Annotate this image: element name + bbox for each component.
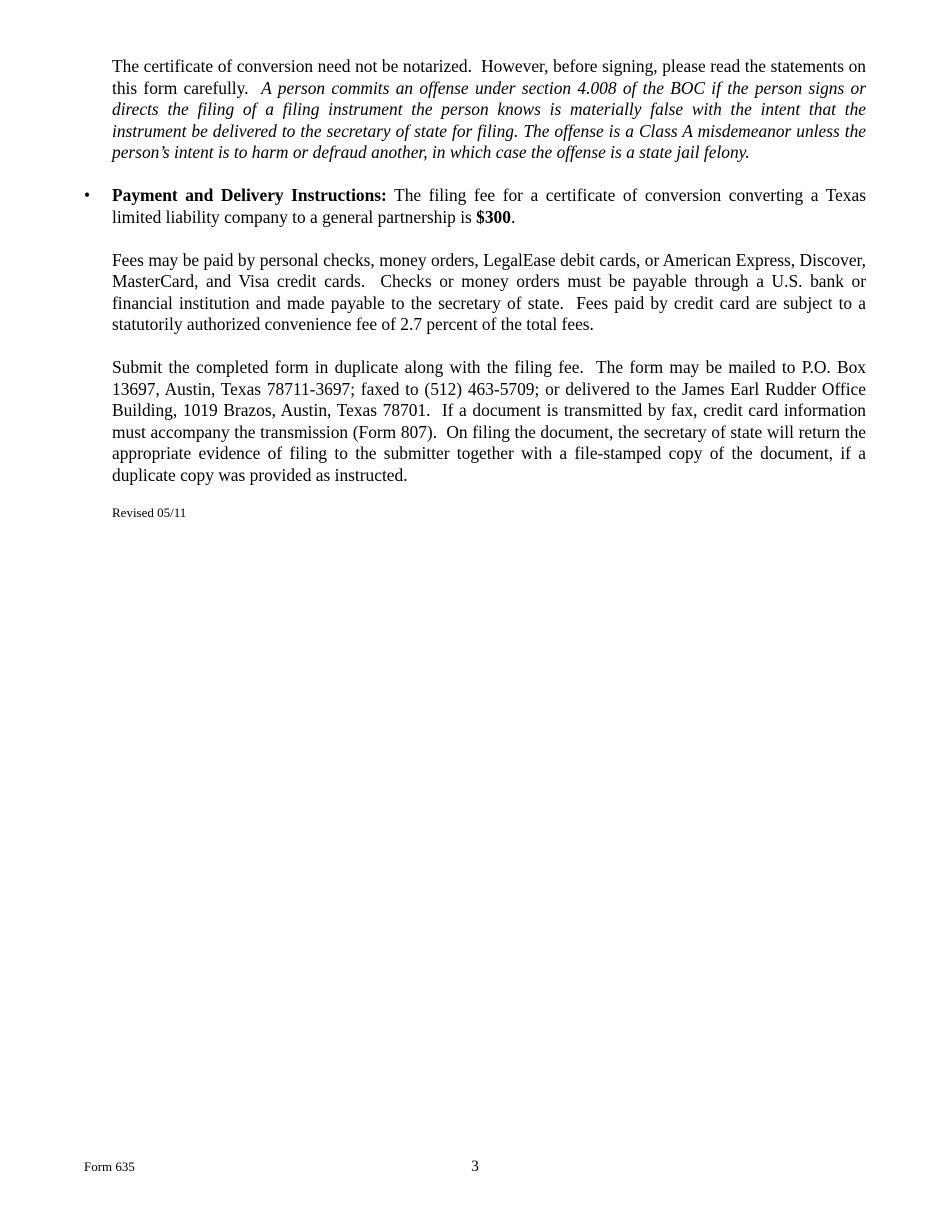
payment-end: . — [510, 206, 516, 227]
notary-text: The certificate of conversion need not be notarized. However, before signing, please read the statements on this form carefully. — [112, 56, 871, 98]
footer-page-number: 3 — [471, 1158, 479, 1175]
fees-paragraph: Fees may be paid by personal checks, money orders, LegalEase debit cards, or American Express, Discover, MasterCard, and Visa credit cards. Checks or money orders must be payable through a U.S. bank or financial institution and made payable to the secretary of state. Fees paid by credit card are subject to a statutorily authorized convenience fee of 2.7 percent of the total fees. — [112, 249, 871, 334]
filing-fee-amount: $300 — [476, 206, 511, 227]
payment-paragraph — [112, 185, 871, 228]
notary-paragraph — [112, 56, 871, 164]
instructions-body — [84, 56, 871, 521]
payment-text: The filing fee for a certificate of conversion converting a Texas limited liability company to a general partnership is — [112, 185, 871, 227]
payment-bullet-item — [84, 185, 871, 228]
payment-heading: Payment and Delivery Instructions: — [112, 185, 387, 205]
offense-warning: A person commits an offense under section 4.008 of the BOC if the person signs or directs the filing of a filing instrument the person knows is materially false with the intent that the instrument be delivered to the secretary of state for filing. The offense is a Class A misdemeanor unless the person’s intent is to harm or defraud another, in which case the offense is a state jail felony. — [112, 77, 866, 162]
submit-paragraph: Submit the completed form in duplicate along with the filing fee. The form may be mailed to P.O. Box 13697, Austin, Texas 78711-3697; faxed to (512) 463-5709; or delivered to the James Earl Rudder Office Building, 1019 Brazos, Austin, Texas 78701. If a document is transmitted by fax, credit card information must accompany the transmission (Form 807). On filing the document, the secretary of state will return the appropriate evidence of filing to the submitter together with a file-stamped copy of the document, if a duplicate copy was provided as instructed. — [112, 357, 871, 485]
footer-form-number: Form 635 — [84, 1159, 135, 1174]
revised-date: Revised 05/11 — [112, 505, 187, 520]
bullet-marker: • — [84, 185, 91, 205]
